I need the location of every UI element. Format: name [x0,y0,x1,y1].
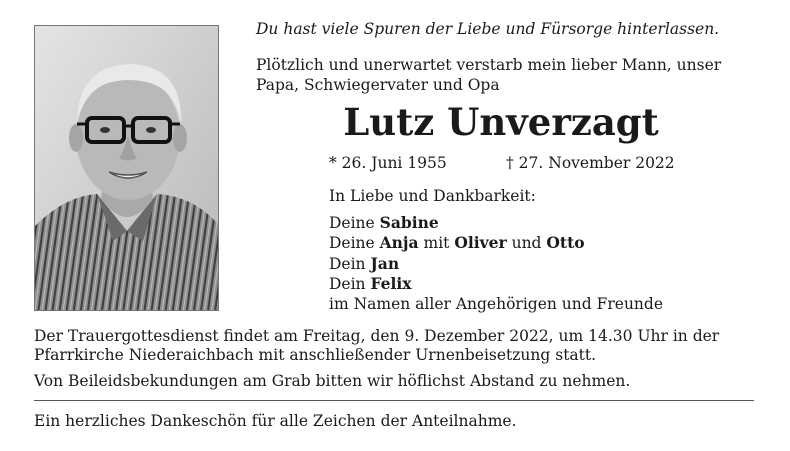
funeral-service-info [34,327,774,365]
intro-line-2: Papa, Schwiegervater und Opa [256,76,500,94]
service-line-2: Pfarrkirche Niederaichbach mit anschließender Urnenbeisetzung statt. [34,346,597,364]
family-prefix: Dein [329,275,371,293]
family-line-wife [329,213,769,234]
condolence-note: Von Beileidsbekundungen am Grab bitten wir höflichst Abstand zu nehmen. [34,372,631,390]
announcement-intro [256,55,776,95]
family-closing: im Namen aller Angehörigen und Freunde [329,294,663,313]
family-member-name: Jan [370,253,400,273]
family-member-name: Anja [379,233,419,252]
family-line-son-1 [329,254,769,275]
family-member-name: Sabine [379,212,439,232]
family-connector: mit [418,234,455,252]
family-prefix: Dein [329,254,371,273]
family-prefix: Deine [329,213,380,232]
deceased-name: Lutz Unverzagt [343,100,659,144]
family-signatures [329,187,769,314]
family-connector: und [506,234,547,252]
family-line-son-2 [329,274,769,295]
divider [34,400,754,401]
family-prefix: Deine [329,234,380,252]
family-member-name: Felix [370,274,412,293]
birth-date: * 26. Juni 1955 [329,154,447,172]
portrait-illustration [35,26,218,310]
portrait-photo [34,25,219,311]
memorial-quote: Du hast viele Spuren der Liebe und Fürsorge hinterlassen. [256,20,720,38]
family-member-name: Otto [546,233,585,252]
family-line-daughter [329,233,769,254]
death-date: † 27. November 2022 [506,154,675,172]
family-intro: In Liebe und Dankbarkeit: [329,187,536,205]
thanks-note: Ein herzliches Dankeschön für alle Zeichen der Anteilnahme. [34,412,517,430]
intro-line-1: Plötzlich und unerwartet verstarb mein lieber Mann, unser [256,56,722,74]
service-line-1: Der Trauergottesdienst findet am Freitag, den 9. Dezember 2022, um 14.30 Uhr in der [34,327,720,345]
family-member-name: Oliver [454,233,507,252]
